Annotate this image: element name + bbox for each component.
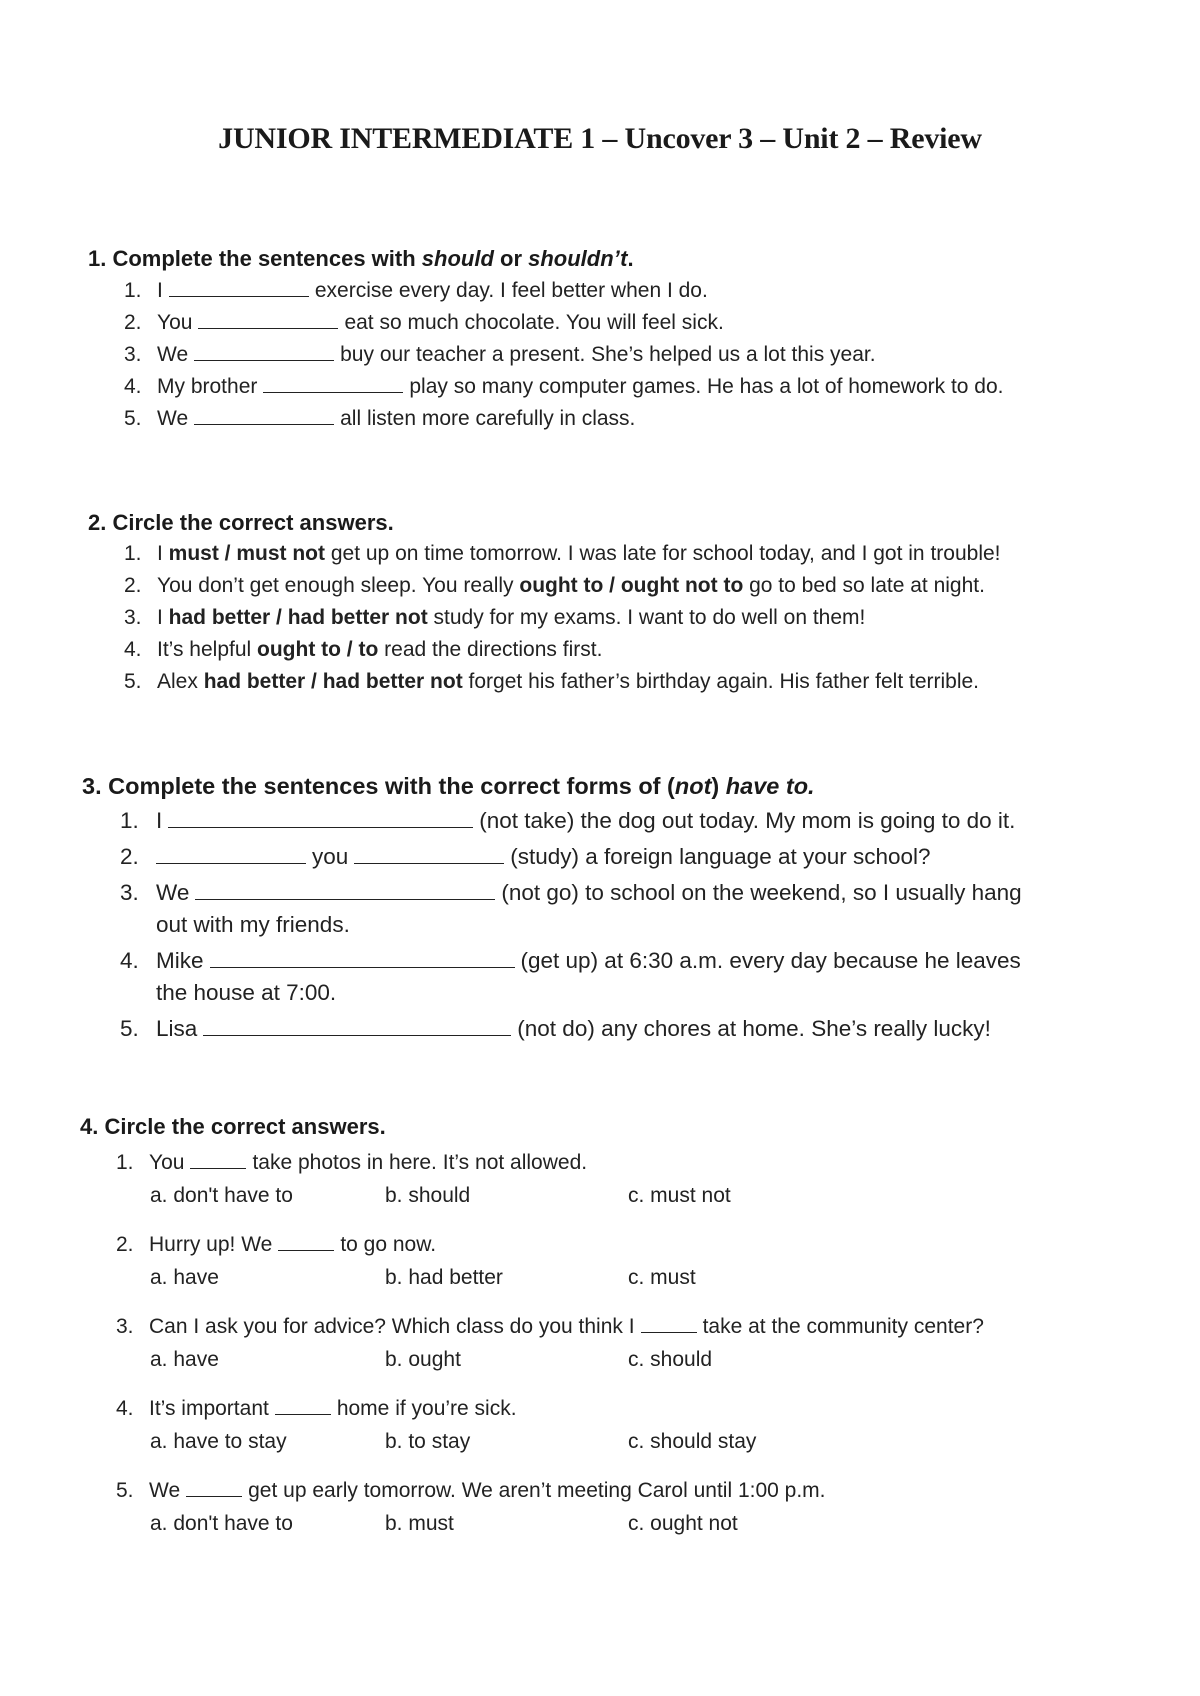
section-3-heading: 3. Complete the sentences with the correct forms of (not) have to.	[82, 773, 815, 799]
list-item: 3. We (not go) to school on the weekend, so I usually hang	[120, 880, 1022, 905]
list-item: 2. you (study) a foreign language at your school?	[120, 844, 931, 869]
option-c[interactable]: c. should	[628, 1348, 713, 1371]
answer-blank[interactable]	[354, 845, 504, 864]
list-item: 4. It’s important home if you’re sick.	[116, 1397, 517, 1420]
list-item: 1. I (not take) the dog out today. My mom is going to do it.	[120, 808, 1016, 833]
option-b[interactable]: b. had better	[385, 1266, 503, 1289]
list-item: 1. I must / must not get up on time tomorrow. I was late for school today, and I got in trouble!	[124, 542, 1001, 565]
option-b[interactable]: b. should	[385, 1184, 471, 1207]
option-b[interactable]: b. must	[385, 1512, 454, 1535]
list-item: 2. You eat so much chocolate. You will feel sick.	[124, 311, 724, 334]
answer-blank[interactable]	[278, 1232, 334, 1251]
list-item-continuation: out with my friends.	[156, 912, 350, 937]
answer-blank[interactable]	[275, 1396, 331, 1415]
option-a[interactable]: a. don't have to	[150, 1184, 293, 1207]
list-item: 2. Hurry up! We to go now.	[116, 1233, 437, 1256]
answer-blank[interactable]	[194, 342, 334, 361]
list-item: 4. It’s helpful ought to / to read the directions first.	[124, 638, 603, 661]
answer-choice[interactable]: must / must not	[168, 542, 326, 565]
answer-blank[interactable]	[186, 1478, 242, 1497]
list-item: 5. We get up early tomorrow. We aren’t meeting Carol until 1:00 p.m.	[116, 1479, 826, 1502]
list-item: 4. Mike (get up) at 6:30 a.m. every day because he leaves	[120, 948, 1021, 973]
answer-blank[interactable]	[195, 881, 495, 900]
option-a[interactable]: a. have to stay	[150, 1430, 287, 1453]
page-title: JUNIOR INTERMEDIATE 1 – Uncover 3 – Unit 2 – Review	[218, 122, 982, 155]
answer-blank[interactable]	[169, 278, 309, 297]
list-item: 1. You take photos in here. It’s not allowed.	[116, 1151, 588, 1174]
answer-blank[interactable]	[190, 1150, 246, 1169]
answer-choice[interactable]: had better / had better not	[203, 670, 463, 693]
list-item: 2. You don’t get enough sleep. You really ought to / ought not to go to bed so late at night.	[124, 574, 985, 597]
section-1-heading: 1. Complete the sentences with should or shouldn’t.	[88, 246, 634, 271]
option-a[interactable]: a. have	[150, 1348, 219, 1371]
list-item: 3. We buy our teacher a present. She’s helped us a lot this year.	[124, 343, 876, 366]
option-a[interactable]: a. don't have to	[150, 1512, 293, 1535]
option-c[interactable]: c. must	[628, 1266, 696, 1289]
list-item: 3. I had better / had better not study for my exams. I want to do well on them!	[124, 606, 866, 629]
answer-blank[interactable]	[168, 809, 473, 828]
answer-blank[interactable]	[203, 1017, 511, 1036]
answer-blank[interactable]	[156, 845, 306, 864]
answer-blank[interactable]	[210, 949, 515, 968]
option-c[interactable]: c. should stay	[628, 1430, 757, 1453]
option-b[interactable]: b. ought	[385, 1348, 461, 1371]
answer-choice[interactable]: ought to / to	[257, 638, 379, 661]
list-item: 1. I exercise every day. I feel better when I do.	[124, 279, 708, 302]
answer-choice[interactable]: had better / had better not	[168, 606, 428, 629]
answer-choice[interactable]: ought to / ought not to	[519, 574, 744, 597]
option-b[interactable]: b. to stay	[385, 1430, 471, 1453]
list-item: 3. Can I ask you for advice? Which class do you think I take at the community center?	[116, 1315, 984, 1338]
option-c[interactable]: c. ought not	[628, 1512, 738, 1535]
list-item-continuation: the house at 7:00.	[156, 980, 337, 1005]
list-item: 5. Alex had better / had better not forget his father’s birthday again. His father felt terrible.	[124, 670, 980, 693]
answer-blank[interactable]	[263, 374, 403, 393]
answer-blank[interactable]	[641, 1314, 697, 1333]
option-a[interactable]: a. have	[150, 1266, 219, 1289]
list-item: 4. My brother play so many computer games. He has a lot of homework to do.	[124, 375, 1004, 398]
section-2-heading: 2. Circle the correct answers.	[88, 510, 394, 535]
list-item: 5. We all listen more carefully in class.	[124, 407, 636, 430]
option-c[interactable]: c. must not	[628, 1184, 731, 1207]
answer-blank[interactable]	[198, 310, 338, 329]
section-4-heading: 4. Circle the correct answers.	[80, 1114, 386, 1139]
answer-blank[interactable]	[194, 406, 334, 425]
list-item: 5. Lisa (not do) any chores at home. She’s really lucky!	[120, 1016, 991, 1041]
